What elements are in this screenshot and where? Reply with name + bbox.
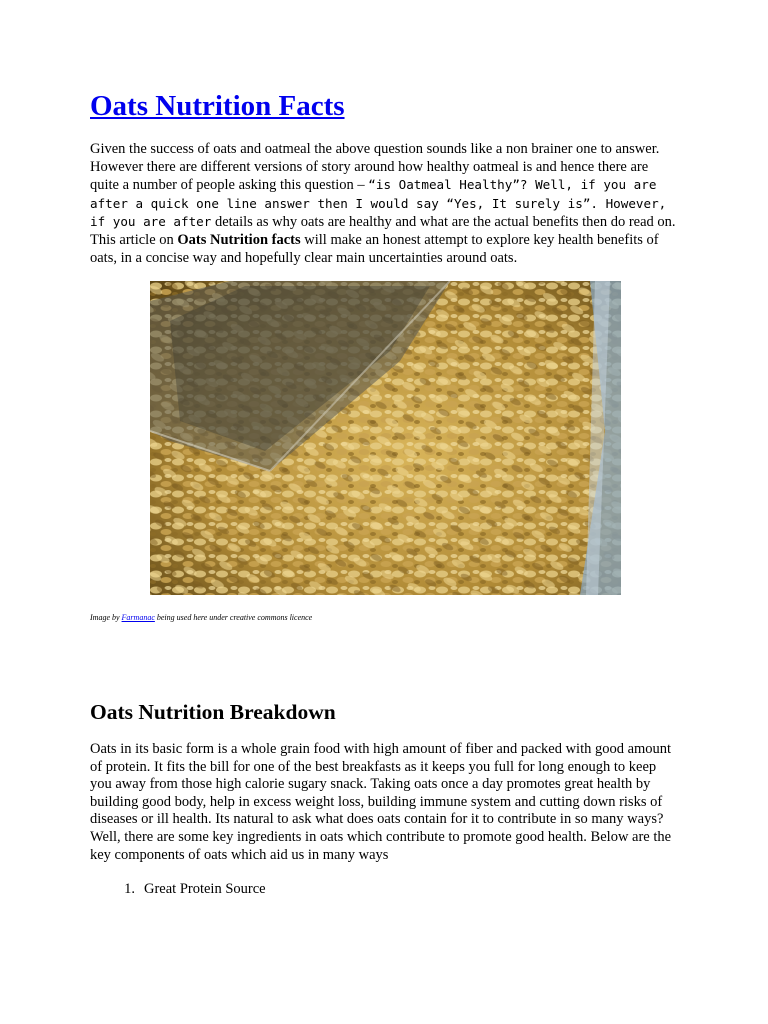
title-link[interactable]: Oats Nutrition Facts xyxy=(90,90,345,122)
intro-text-2: details as why oats are healthy and what are the actual benefits then do read on. This article on xyxy=(90,214,676,248)
image-caption xyxy=(90,613,312,623)
intro-quote-text: “is Oatmeal Healthy”? Well, if you are after a quick one line answer then I would say “Yes, It surely is”. However, if you are after xyxy=(90,177,667,230)
oats-photo-image xyxy=(150,281,621,595)
oats-photo xyxy=(150,281,621,595)
page-title xyxy=(90,88,345,124)
intro-bold-text: Oats Nutrition facts xyxy=(177,231,301,248)
list-item xyxy=(90,880,266,898)
components-list xyxy=(90,880,266,898)
intro-text-1: Given the success of oats and oatmeal the above question sounds like a non brainer one to answer. However there are different versions of story around how healthy oatmeal is and hence there are quite a number of people asking this question – xyxy=(90,141,660,194)
intro-text-3: will make an honest attempt to explore key health benefits of oats, in a concise way and hopefully clear main uncertainties around oats. xyxy=(90,231,659,266)
intro-paragraph xyxy=(90,141,680,267)
list-item-number: 1. xyxy=(124,881,135,897)
section-heading: Oats Nutrition Breakdown xyxy=(90,700,336,724)
caption-suffix: being used here under creative commons licence xyxy=(154,613,313,622)
section-paragraph: Oats in its basic form is a whole grain food with high amount of fiber and packed with good amount of protein. It fits the bill for one of the best breakfasts as it keeps you full for long enough to keep you away from those high calorie sugary snack. Taking oats once a day promotes great health by building good body, help in excess weight loss, building immune system and cutting down risks of diseases or ill health. Its natural to ask what does oats contain for it to contribute in so many ways? Well, there are some key ingredients in oats which contribute to promote good health. Below are the key components of oats which aid us in many ways xyxy=(90,741,672,863)
list-item-text: Great Protein Source xyxy=(144,881,266,897)
caption-prefix: Image by xyxy=(90,613,122,622)
caption-author-link[interactable]: Farmanac xyxy=(121,613,155,622)
